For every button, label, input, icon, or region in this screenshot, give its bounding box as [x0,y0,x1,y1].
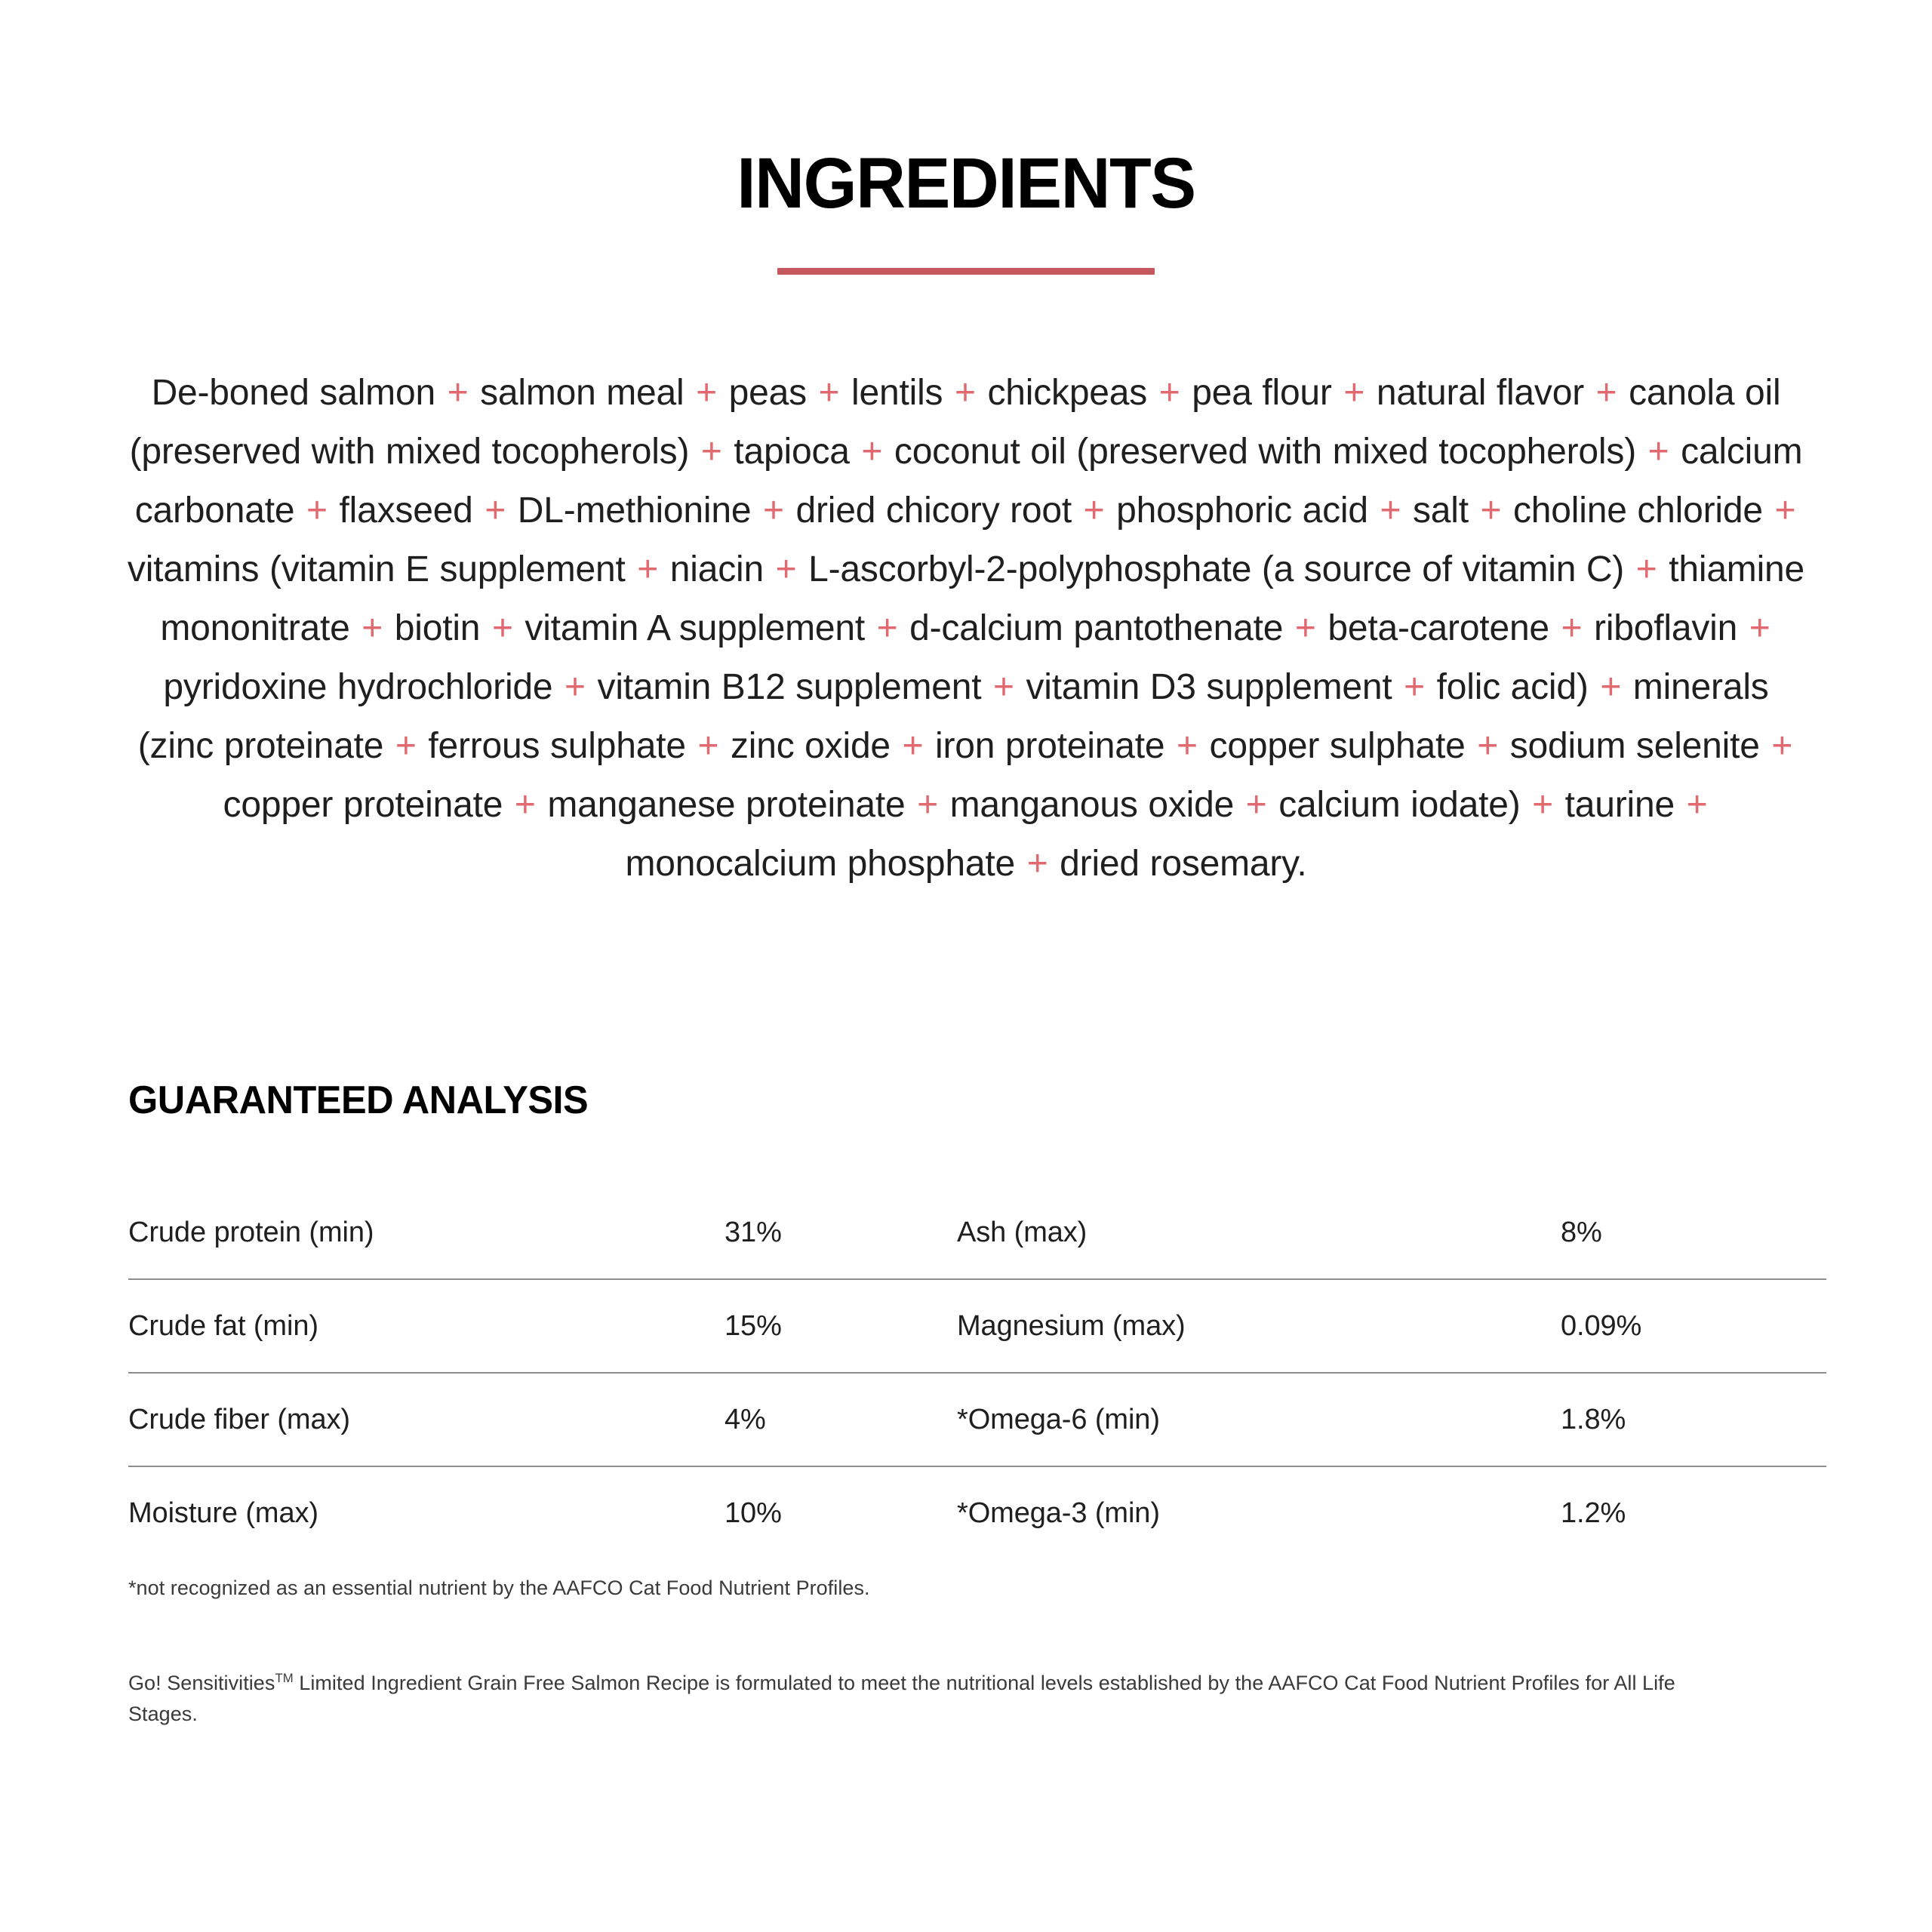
ingredient-item: vitamins (vitamin E supplement [127,549,626,589]
trademark-symbol: TM [275,1671,294,1685]
analysis-value-left: 15% [724,1309,782,1342]
analysis-label-left: Moisture (max) [128,1497,318,1529]
table-row [128,1466,1826,1559]
ingredient-item: natural flavor [1376,373,1585,413]
ingredient-item: zinc oxide [730,726,891,766]
ingredient-item: salt [1412,491,1469,531]
ingredient-item: salmon meal [480,373,685,413]
aafco-legal-statement [128,1668,1736,1729]
guaranteed-analysis-title: GUARANTEED ANALYSIS [128,1078,589,1122]
ingredient-item: coconut oil (preserved with mixed tocopherols) [894,432,1636,472]
ingredient-item: sodium selenite [1509,726,1760,766]
ingredient-separator: + [685,373,728,413]
analysis-value-right: 1.8% [1561,1403,1626,1435]
ingredient-item: thiamine mononitrate [160,549,1805,648]
ingredient-item: dried chicory root [795,491,1072,531]
table-row [128,1279,1826,1373]
ingredient-item: flaxseed [339,491,473,531]
ingredients-section [0,0,1932,894]
ingredient-item: DL-methionine [517,491,752,531]
ingredient-separator: + [296,491,338,531]
ingredient-item: riboflavin [1594,608,1738,648]
analysis-value-right: 1.2% [1561,1497,1626,1529]
ingredient-item: De-boned salmon [151,373,435,413]
table-row [128,1186,1826,1279]
analysis-value-right: 0.09% [1561,1309,1642,1342]
ingredient-item: iron proteinate [935,726,1165,766]
analysis-label-right: *Omega-6 (min) [957,1403,1160,1435]
ingredient-separator: + [906,785,949,825]
title-underline-rule [777,268,1155,275]
ingredient-separator: + [1284,608,1327,648]
ingredient-separator: + [1369,491,1411,531]
analysis-label-right: Magnesium (max) [957,1309,1186,1342]
ingredient-separator: + [504,785,546,825]
page-title: INGREDIENTS [737,143,1195,223]
ingredient-separator: + [1586,373,1628,413]
ingredient-item: canola oil (preserved with mixed tocopherols) [129,373,1781,472]
ingredient-separator: + [1637,432,1680,472]
analysis-value-left: 4% [724,1403,766,1435]
ingredient-item: folic acid) [1436,667,1589,707]
legal-body-text: Limited Ingredient Grain Free Salmon Recipe is formulated to meet the nutritional levels established by the AAFCO Cat Food Nutrient Profiles for All Life Stages. [128,1672,1675,1725]
analysis-footnote: *not recognized as an essential nutrient by the AAFCO Cat Food Nutrient Profiles. [128,1577,870,1599]
ingredient-item: pyridoxine hydrochloride [163,667,553,707]
ingredient-item: peas [728,373,807,413]
ingredient-separator: + [626,549,669,589]
guaranteed-analysis-table [128,1186,1826,1559]
ingredient-separator: + [474,491,516,531]
ingredient-item: choline chloride [1513,491,1763,531]
analysis-label-left: Crude protein (min) [128,1216,374,1248]
ingredient-separator: + [1764,491,1796,531]
ingredient-separator: + [691,432,733,472]
ingredient-separator: + [481,608,524,648]
ingredient-item: manganous oxide [949,785,1235,825]
ingredient-item: copper proteinate [223,785,503,825]
ingredient-separator: + [944,373,986,413]
analysis-value-left: 31% [724,1216,782,1248]
ingredient-item: chickpeas [987,373,1148,413]
ingredient-item: tapioca [734,432,850,472]
analysis-label-right: Ash (max) [957,1216,1088,1248]
ingredient-item: phosphoric acid [1116,491,1368,531]
ingredient-item: minerals (zinc proteinate [137,667,1769,766]
ingredient-separator: + [1469,491,1512,531]
ingredient-separator: + [851,432,893,472]
ingredient-separator: + [1761,726,1793,766]
ingredient-separator: + [1739,608,1770,648]
ingredient-item: lentils [851,373,943,413]
ingredient-item: calcium iodate) [1278,785,1521,825]
ingredient-separator: + [808,373,851,413]
analysis-value-left: 10% [724,1497,782,1529]
analysis-label-left: Crude fiber (max) [128,1403,350,1435]
table-row [128,1373,1826,1466]
ingredient-separator: + [687,726,729,766]
ingredient-separator: + [1235,785,1278,825]
ingredient-item: monocalcium phosphate [625,844,1016,884]
ingredient-item: biotin [394,608,481,648]
analysis-label-right: *Omega-3 (min) [957,1497,1160,1529]
ingredient-item: dried rosemary. [1060,844,1307,884]
ingredients-list [125,364,1807,894]
ingredient-separator: + [1166,726,1208,766]
ingredient-separator: + [1676,785,1708,825]
ingredient-separator: + [752,491,795,531]
ingredient-separator: + [866,608,909,648]
ingredient-item: L-ascorbyl-2-polyphosphate (a source of vitamin C) [808,549,1625,589]
ingredient-item: ferrous sulphate [428,726,686,766]
ingredient-item: niacin [669,549,764,589]
ingredient-item: vitamin A supplement [525,608,866,648]
ingredient-separator: + [765,549,808,589]
ingredient-separator: + [1626,549,1668,589]
ingredient-separator: + [1589,667,1632,707]
ingredient-separator: + [983,667,1025,707]
ingredient-item: d-calcium pantothenate [909,608,1284,648]
guaranteed-analysis-section [128,1078,1813,1559]
ingredient-separator: + [1333,373,1375,413]
ingredient-separator: + [1521,785,1564,825]
ingredient-separator: + [1466,726,1509,766]
ingredient-separator: + [351,608,393,648]
ingredient-separator: + [1017,844,1059,884]
ingredient-separator: + [891,726,934,766]
ingredient-separator: + [1149,373,1191,413]
ingredient-item: copper sulphate [1209,726,1466,766]
ingredient-separator: + [554,667,596,707]
ingredient-item: manganese proteinate [547,785,906,825]
ingredient-separator: + [385,726,427,766]
ingredient-item: vitamin B12 supplement [597,667,982,707]
analysis-label-left: Crude fat (min) [128,1309,318,1342]
ingredient-separator: + [1550,608,1593,648]
ingredient-item: pea flour [1192,373,1332,413]
ingredient-separator: + [1073,491,1115,531]
ingredient-item: beta-carotene [1327,608,1549,648]
ingredient-separator: + [436,373,479,413]
ingredient-separator: + [1393,667,1435,707]
ingredient-item: taurine [1564,785,1675,825]
ingredient-item: vitamin D3 supplement [1026,667,1392,707]
analysis-value-right: 8% [1561,1216,1602,1248]
ingredient-item: calcium carbonate [134,432,1803,531]
legal-brand-name: Go! Sensitivities [128,1672,275,1694]
